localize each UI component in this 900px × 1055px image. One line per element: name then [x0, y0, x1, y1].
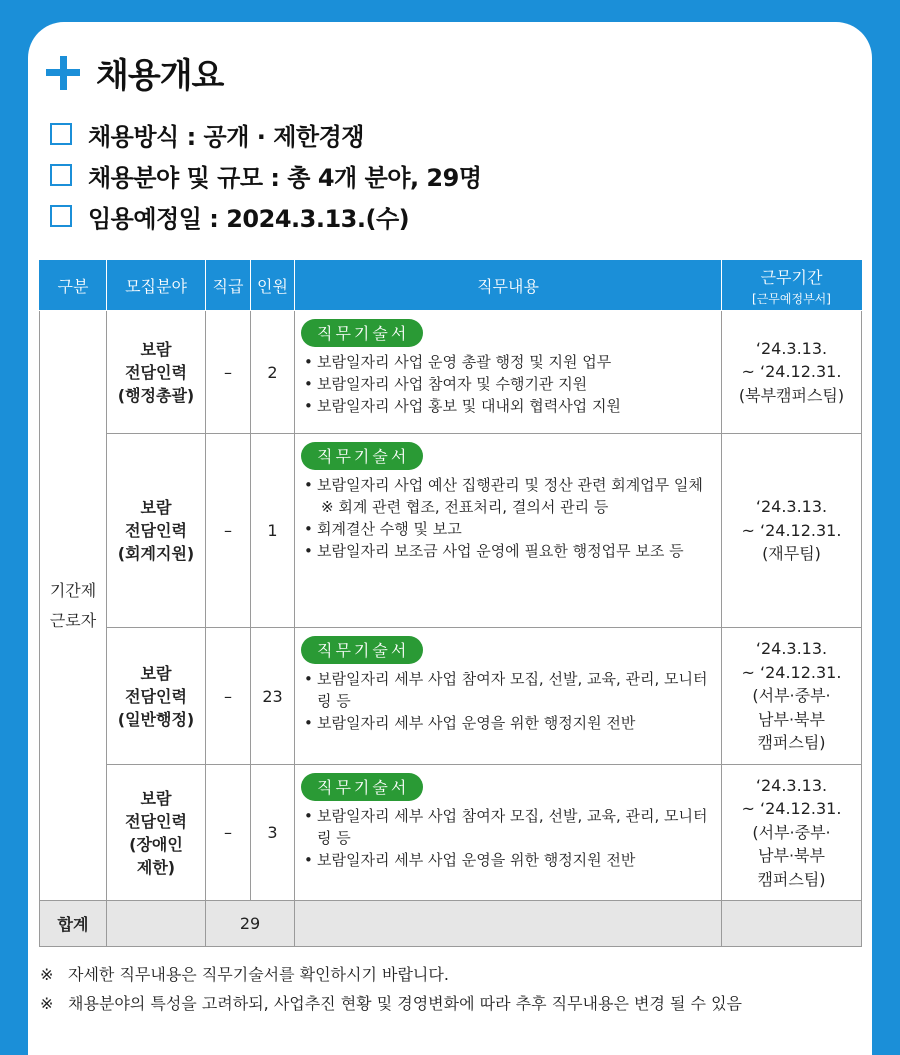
rank-cell: – — [206, 765, 251, 901]
period-line: 남부·북부 — [758, 709, 825, 729]
field-line: 전담인력 — [125, 362, 187, 382]
plus-icon — [46, 56, 80, 90]
summary-text: 임용예정일 : 2024.3.13.(수) — [88, 204, 410, 233]
header-field: 모집분야 — [107, 261, 206, 311]
table-row — [40, 628, 862, 765]
total-row — [40, 901, 862, 947]
header-period-label: 근무기간 — [760, 267, 823, 287]
count-cell: 1 — [251, 434, 295, 628]
note-mark: ※ — [40, 994, 54, 1013]
field-line: 전담인력 — [125, 521, 187, 540]
count-cell: 23 — [251, 628, 295, 765]
duty-list — [301, 668, 717, 734]
table-row — [40, 311, 862, 434]
period-line: ‘24.3.13. — [755, 639, 828, 659]
field-cell — [107, 434, 206, 628]
header-count: 인원 — [251, 261, 295, 311]
total-count: 29 — [206, 901, 295, 947]
summary-item-scale — [50, 155, 482, 195]
duty-item: • 보람일자리 사업 참여자 및 수행기관 지원 — [301, 373, 717, 395]
footnote — [40, 962, 840, 987]
duty-item: • 보람일자리 보조금 사업 운영에 필요한 행정업무 보조 등 — [301, 540, 717, 562]
period-cell — [722, 434, 862, 628]
checkbox-icon — [50, 205, 72, 227]
category-line: 근로자 — [49, 610, 97, 630]
field-line: 보람 — [140, 498, 172, 517]
period-line: (재무팀) — [762, 544, 821, 564]
table-header-row — [40, 261, 862, 311]
section-heading — [46, 48, 223, 97]
field-line: 보람 — [140, 663, 172, 683]
job-description-badge[interactable]: 직무기술서 — [301, 319, 423, 347]
checkbox-icon — [50, 123, 72, 145]
period-line: 캠퍼스팀) — [757, 869, 826, 889]
rank-cell: – — [206, 311, 251, 434]
total-empty — [295, 901, 722, 947]
field-line: (장애인 — [129, 834, 183, 854]
total-empty — [722, 901, 862, 947]
footnote — [40, 991, 840, 1016]
period-cell — [722, 628, 862, 765]
duty-item: • 보람일자리 세부 사업 참여자 모집, 선발, 교육, 관리, 모니터링 등 — [301, 668, 717, 712]
duty-cell — [295, 765, 722, 901]
period-cell — [722, 311, 862, 434]
job-description-badge[interactable]: 직무기술서 — [301, 773, 423, 801]
period-line: ‘24.3.13. — [755, 775, 828, 795]
period-line: ~ ‘24.12.31. — [741, 799, 842, 819]
duty-cell — [295, 628, 722, 765]
field-line: (행정총괄) — [117, 385, 195, 405]
total-empty — [107, 901, 206, 947]
field-cell — [107, 311, 206, 434]
summary-item-method — [50, 114, 482, 154]
header-duty: 직무내용 — [295, 261, 722, 311]
summary-text: 채용분야 및 규모 : 총 4개 분야, 29명 — [88, 163, 482, 192]
recruitment-table — [39, 260, 862, 947]
period-line: 남부·북부 — [758, 846, 825, 866]
period-line: ~ ‘24.12.31. — [741, 362, 842, 382]
duty-item: • 보람일자리 사업 운영 총괄 행정 및 지원 업무 — [301, 351, 717, 373]
duty-note: ※ 회계 관련 협조, 전표처리, 결의서 관리 등 — [321, 498, 609, 516]
checkbox-icon — [50, 164, 72, 186]
duty-cell — [295, 311, 722, 434]
rank-cell: – — [206, 628, 251, 765]
category-line: 기간제 — [49, 580, 97, 600]
header-period — [722, 261, 862, 311]
footnote-text: 자세한 직무내용은 직무기술서를 확인하시기 바랍니다. — [68, 965, 449, 984]
summary-item-date — [50, 196, 482, 236]
header-category: 구분 — [40, 261, 107, 311]
table-row — [40, 765, 862, 901]
period-line: ‘24.3.13. — [755, 338, 828, 358]
rank-cell: – — [206, 434, 251, 628]
period-line: ‘24.3.13. — [755, 497, 828, 517]
period-line: (북부캠퍼스팀) — [738, 385, 845, 405]
header-rank: 직급 — [206, 261, 251, 311]
footnote-text: 채용분야의 특성을 고려하되, 사업추진 현황 및 경영변화에 따라 추후 직무내용은 변경 될 수 있음 — [68, 994, 742, 1013]
note-mark: ※ — [40, 965, 54, 984]
period-cell — [722, 765, 862, 901]
duty-item: • 보람일자리 사업 홍보 및 대내외 협력사업 지원 — [301, 395, 717, 417]
header-period-sub: [근무예정부서] — [752, 291, 831, 306]
section-title: 채용개요 — [96, 56, 224, 96]
content-card — [28, 22, 872, 1055]
job-description-badge[interactable]: 직무기술서 — [301, 442, 423, 470]
field-line: (일반행정) — [117, 709, 195, 729]
duty-item: • 보람일자리 세부 사업 운영을 위한 행정지원 전반 — [301, 849, 717, 871]
job-description-badge[interactable]: 직무기술서 — [301, 636, 423, 664]
table-row — [40, 434, 862, 628]
duty-list — [301, 351, 717, 417]
duty-item: • 보람일자리 세부 사업 운영을 위한 행정지원 전반 — [301, 712, 717, 734]
period-line: ~ ‘24.12.31. — [741, 520, 842, 540]
field-line: (회계지원) — [117, 544, 195, 563]
duty-list — [301, 805, 717, 871]
count-cell: 2 — [251, 311, 295, 434]
field-line: 제한) — [136, 857, 176, 877]
summary-list — [50, 114, 482, 237]
duty-cell — [295, 434, 722, 628]
count-cell: 3 — [251, 765, 295, 901]
total-label: 합계 — [40, 901, 107, 947]
duty-list — [301, 474, 717, 562]
summary-text: 채용방식 : 공개 · 제한경쟁 — [88, 122, 364, 151]
field-cell — [107, 765, 206, 901]
field-line: 보람 — [140, 788, 172, 808]
footnotes — [40, 962, 840, 1020]
duty-item: • 회계결산 수행 및 보고 — [301, 518, 717, 540]
field-line: 전담인력 — [125, 686, 187, 706]
field-line: 전담인력 — [125, 811, 187, 831]
period-line: ~ ‘24.12.31. — [741, 662, 842, 682]
duty-item: • 보람일자리 사업 예산 집행관리 및 정산 관련 회계업무 일체 — [301, 474, 717, 496]
period-line: 캠퍼스팀) — [757, 733, 826, 753]
category-cell — [40, 311, 107, 901]
duty-item: • 보람일자리 세부 사업 참여자 모집, 선발, 교육, 관리, 모니터링 등 — [301, 805, 717, 849]
period-line: (서부·중부· — [752, 822, 831, 842]
period-line: (서부·중부· — [752, 686, 831, 706]
field-line: 보람 — [140, 339, 172, 359]
field-cell — [107, 628, 206, 765]
